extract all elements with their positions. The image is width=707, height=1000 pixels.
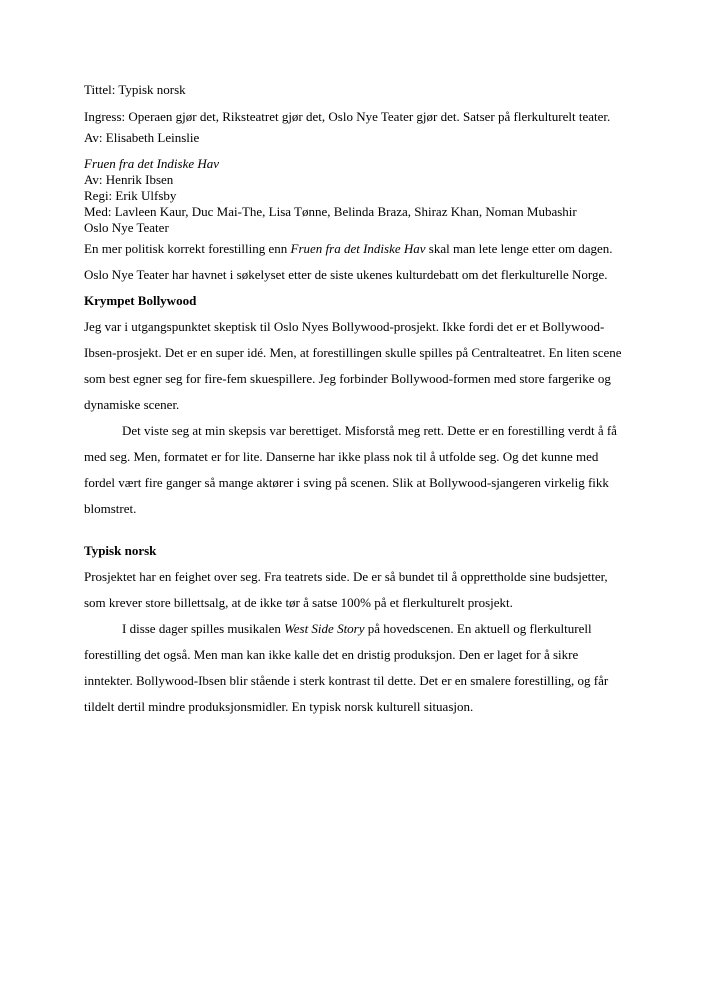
production-credits [84, 156, 629, 236]
title-line: Tittel: Typisk norsk [84, 82, 186, 97]
lead-text-before: En mer politisk korrekt forestilling enn [84, 241, 291, 256]
document-content [84, 0, 629, 720]
section2-paragraph-1: Prosjektet har en feighet over seg. Fra teatrets side. De er så bundet til å opprettholde sine budsjetter, som krever store billettsalg, at de ikke tør å satse 100% på et flerkulturelt prosjekt. [84, 569, 608, 610]
ingress-line: Ingress: Operaen gjør det, Riksteatret gjør det, Oslo Nye Teater gjør det. Satser på flerkulturelt teater. [84, 109, 611, 124]
section-heading-krympet-bollywood: Krympet Bollywood [84, 293, 197, 308]
production-title-inline: Fruen fra det Indiske Hav [290, 241, 426, 256]
section2-paragraph-2-after: på hovedscenen. En aktuell og flerkulturell forestilling det også. Men man kan ikke kalle det en dristig produksjon. Den er laget for å sikre inntekter. Bollywood-Ibsen blir stående i sterk kontrast til dette. Det er en smalere forestilling, og får tildelt dertil mindre produksjonsmidler. En typisk norsk kulturell situasjon. [84, 621, 609, 714]
production-author: Av: Henrik Ibsen [84, 172, 174, 187]
section2-paragraph-2-before: I disse dager spilles musikalen [122, 621, 285, 636]
lead-text-after: skal man lete lenge etter om dagen. Oslo Nye Teater har havnet i søkelyset etter de siste ukenes kulturdebatt om det flerkulturelle Norge. [84, 241, 613, 282]
musical-title-inline: West Side Story [284, 621, 365, 636]
production-cast: Med: Lavleen Kaur, Duc Mai-The, Lisa Tønne, Belinda Braza, Shiraz Khan, Noman Mubashir [84, 204, 577, 219]
byline: Av: Elisabeth Leinslie [84, 130, 200, 145]
production-theatre: Oslo Nye Teater [84, 220, 169, 235]
section-heading-typisk-norsk: Typisk norsk [84, 543, 157, 558]
production-director: Regi: Erik Ulfsby [84, 188, 177, 203]
section2-paragraph-2 [84, 616, 629, 720]
lead-paragraph [84, 236, 629, 288]
section1-paragraph-2: Det viste seg at min skepsis var berettiget. Misforstå meg rett. Dette er en forestilling verdt å få med seg. Men, formatet er for lite. Danserne har ikke plass nok til å utfolde seg. Og det kunne med fordel vært fire ganger så mange aktører i sving på scenen. Slik at Bollywood-sjangeren virkelig fikk blomstret. [84, 423, 617, 516]
section1-paragraph-1: Jeg var i utgangspunktet skeptisk til Oslo Nyes Bollywood-prosjekt. Ikke fordi det er et Bollywood-Ibsen-prosjekt. Det er en super idé. Men, at forestillingen skulle spilles på Centralteatret. En liten scene som best egner seg for fire-fem skuespillere. Jeg forbinder Bollywood-formen med store fargerike og dynamiske scener. [84, 319, 622, 412]
production-title: Fruen fra det Indiske Hav [84, 156, 220, 171]
